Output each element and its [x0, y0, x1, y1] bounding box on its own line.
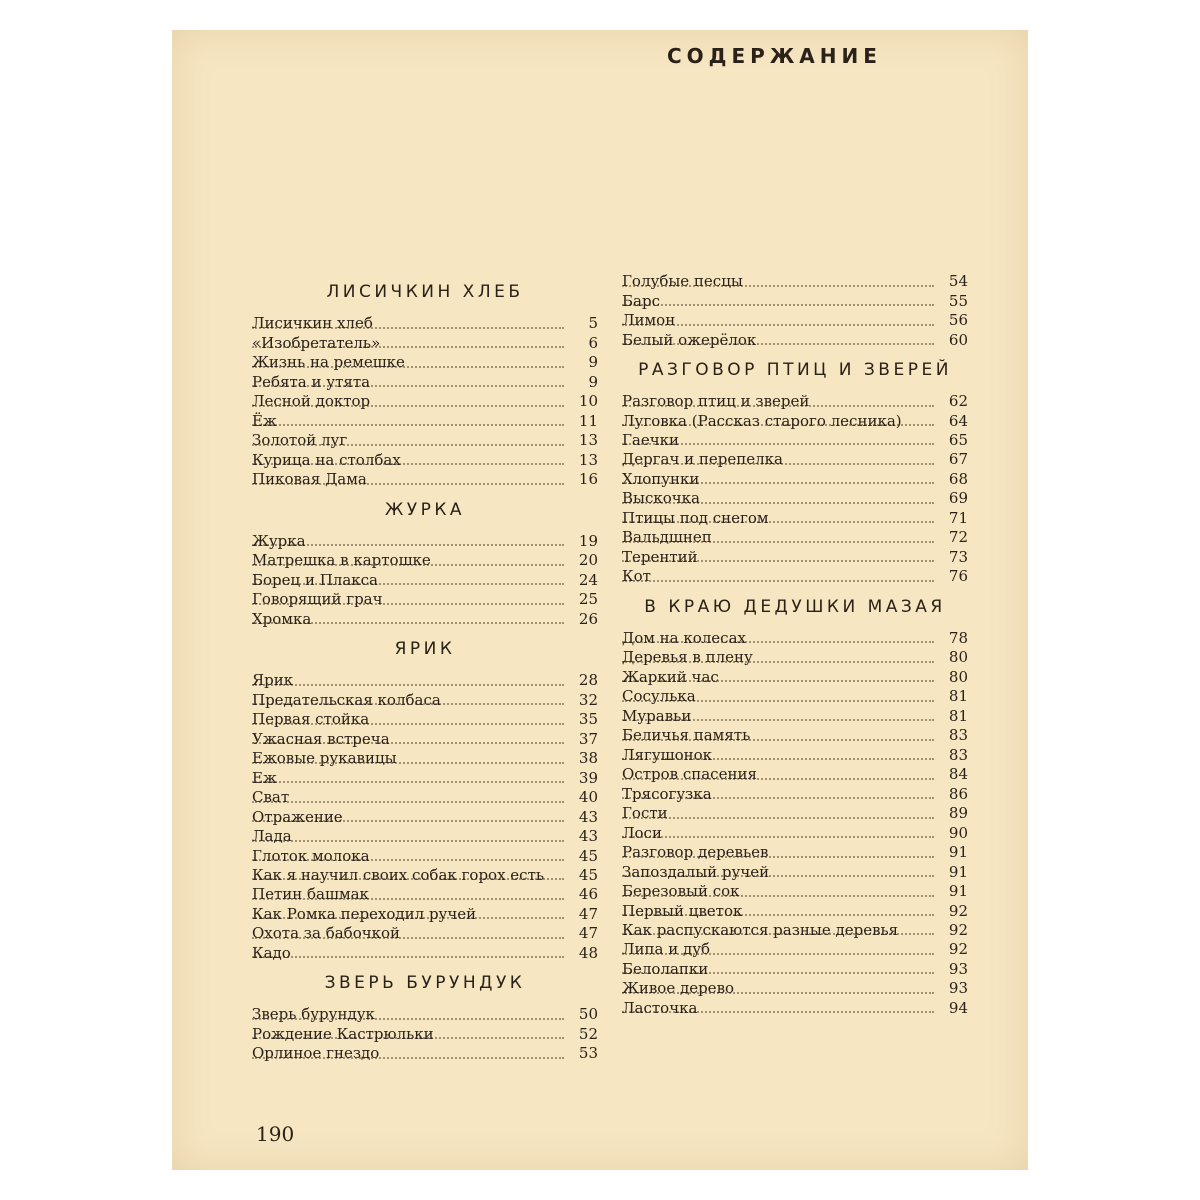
toc-entry[interactable] [252, 866, 598, 885]
toc-entry-page: 76 [948, 567, 968, 585]
toc-entry-title: Первая стойка [252, 710, 370, 728]
toc-entry-page: 46 [578, 885, 598, 903]
toc-entry-title: Охота за бабочкой [252, 924, 401, 942]
toc-entry-title: Ужасная встреча [252, 729, 390, 748]
toc-entry-page: 16 [578, 470, 598, 488]
dot-leader [622, 817, 934, 819]
toc-entry-title: Журка [252, 531, 306, 550]
toc-entry-page: 55 [948, 291, 968, 310]
toc-entry-page: 56 [948, 311, 968, 329]
toc-entry[interactable] [252, 885, 598, 905]
toc-entry-page: 89 [948, 804, 968, 822]
toc-entry[interactable] [252, 730, 598, 750]
toc-entry-title: Дергач и перепелка [622, 450, 784, 468]
page-number: 190 [256, 1122, 295, 1146]
toc-entry-page: 73 [948, 547, 968, 566]
toc-entry[interactable] [622, 921, 968, 940]
toc-entry-page: 90 [948, 823, 968, 842]
toc-entry-page: 11 [578, 411, 598, 430]
toc-entry-title: Глоток молока [252, 846, 370, 865]
toc-entry-page: 50 [578, 1005, 598, 1023]
toc-entry-page: 93 [948, 979, 968, 997]
toc-entry[interactable] [252, 847, 598, 867]
toc-entry-page: 47 [578, 904, 598, 923]
toc-entry-title: Беличья память [622, 726, 751, 744]
toc-entry-title: Разговор птиц и зверей [622, 392, 810, 410]
toc-entry[interactable] [252, 412, 598, 432]
dot-leader [252, 684, 564, 686]
toc-entry-title: Курица на столбах [252, 450, 401, 469]
dot-leader [622, 304, 934, 306]
section-heading: ЯРИК [394, 639, 456, 659]
toc-entry-page: 91 [948, 843, 968, 861]
toc-entry-title: Дом на колесах [622, 628, 746, 647]
toc-entry[interactable] [252, 571, 598, 591]
toc-entry-page: 86 [948, 784, 968, 803]
toc-entry[interactable] [622, 331, 968, 351]
toc-entry[interactable] [622, 882, 968, 902]
section-heading: ЗВЕРЬ БУРУНДУК [324, 973, 526, 993]
toc-entry-page: 72 [948, 528, 968, 546]
toc-entry[interactable] [622, 979, 968, 999]
toc-entry-page: 91 [948, 862, 968, 881]
toc-entry-title: Говорящий грач [252, 590, 383, 608]
toc-entry[interactable] [622, 746, 968, 766]
toc-entry[interactable] [622, 392, 968, 412]
toc-entry-title: Первый цветок [622, 901, 743, 920]
dot-leader [252, 956, 564, 958]
toc-entry-title: Барс [622, 291, 660, 310]
toc-entry-page: 62 [948, 392, 968, 410]
toc-entry-page: 94 [948, 998, 968, 1017]
toc-entry[interactable] [622, 470, 968, 490]
toc-entry-title: Как я научил своих собак горох есть [252, 866, 545, 884]
toc-entry[interactable] [622, 431, 968, 451]
toc-entry-title: Гости [622, 804, 668, 822]
dot-leader [622, 836, 934, 838]
toc-entry[interactable] [252, 905, 598, 925]
toc-entry-title: Еж [252, 768, 277, 787]
toc-entry-title: Ярик [252, 671, 294, 689]
toc-entry[interactable] [252, 691, 598, 711]
toc-entry[interactable] [622, 489, 968, 509]
toc-entry[interactable] [252, 749, 598, 769]
page-title: СОДЕРЖАНИЕ [667, 44, 882, 68]
toc-entry-page: 9 [588, 372, 598, 391]
toc-entry[interactable] [252, 451, 598, 471]
toc-entry[interactable] [622, 804, 968, 824]
toc-entry[interactable] [622, 412, 968, 431]
toc-entry[interactable] [252, 532, 598, 552]
toc-entry[interactable] [252, 431, 598, 451]
toc-entry-title: Белолапки [622, 959, 709, 978]
toc-entry[interactable] [622, 726, 968, 746]
toc-entry[interactable] [252, 924, 598, 944]
toc-entry-title: Луговка (Рассказ старого лесника) [622, 411, 902, 430]
toc-entry-page: 6 [588, 333, 598, 352]
toc-entry-title: Лесной доктор [252, 392, 371, 410]
toc-entry[interactable] [252, 1025, 598, 1045]
toc-entry-page: 92 [948, 901, 968, 920]
toc-entry-title: «Изобретатель» [252, 333, 381, 352]
toc-entry-title: Хромка [252, 609, 312, 628]
section-heading: ЛИСИЧКИН ХЛЕБ [326, 282, 524, 302]
toc-entry-page: 25 [578, 590, 598, 608]
toc-entry[interactable] [252, 314, 598, 334]
toc-entry[interactable] [252, 944, 598, 964]
toc-entry-title: Как Ромка переходил ручей [252, 904, 477, 923]
dot-leader [252, 781, 564, 783]
toc-entry[interactable] [252, 610, 598, 630]
toc-entry-title: Живое дерево [622, 979, 735, 997]
toc-entry-title: Сосулька [622, 687, 696, 705]
toc-entry-page: 68 [948, 469, 968, 488]
toc-entry[interactable] [622, 960, 968, 980]
section-heading: РАЗГОВОР ПТИЦ И ЗВЕРЕЙ [638, 360, 952, 380]
toc-entry-page: 45 [578, 866, 598, 884]
toc-entry-title: Ежовые рукавицы [252, 749, 397, 767]
toc-entry-page: 67 [948, 450, 968, 468]
toc-entry-page: 92 [948, 940, 968, 958]
toc-entry[interactable] [622, 785, 968, 805]
toc-entry-page: 69 [948, 489, 968, 507]
toc-entry-page: 43 [578, 827, 598, 845]
toc-entry[interactable] [622, 902, 968, 922]
toc-entry[interactable] [622, 528, 968, 548]
toc-entry[interactable] [622, 311, 968, 331]
toc-entry[interactable] [622, 668, 968, 688]
toc-entry-title: Голубые песцы [622, 272, 743, 290]
toc-entry[interactable] [252, 334, 598, 354]
toc-entry-page: 9 [588, 353, 598, 371]
toc-entry[interactable] [622, 567, 968, 587]
toc-entry-title: Золотой луг [252, 431, 348, 449]
toc-entry-page: 39 [578, 768, 598, 787]
toc-entry-title: Трясогузка [622, 784, 712, 803]
toc-entry-page: 43 [578, 807, 598, 826]
toc-entry[interactable] [622, 707, 968, 727]
toc-entry-page: 20 [578, 551, 598, 569]
toc-entry-page: 92 [948, 921, 968, 939]
toc-entry[interactable] [622, 272, 968, 292]
toc-entry-title: Муравьи [622, 706, 692, 725]
toc-entry-title: Матрешка в картошке [252, 551, 431, 569]
toc-entry-page: 47 [578, 924, 598, 942]
toc-entry-title: Ребята и утята [252, 372, 371, 391]
toc-entry-title: Зверь бурундук [252, 1005, 375, 1023]
dot-leader [622, 580, 934, 582]
toc-entry-page: 52 [578, 1024, 598, 1043]
toc-entry[interactable] [622, 940, 968, 960]
toc-entry-page: 64 [948, 411, 968, 430]
toc-entry-title: Кот [622, 567, 651, 585]
toc-entry-page: 71 [948, 508, 968, 527]
toc-entry[interactable] [622, 648, 968, 668]
toc-entry[interactable] [252, 373, 598, 393]
toc-entry-title: Хлопунки [622, 469, 700, 488]
toc-entry-page: 40 [578, 788, 598, 806]
toc-entry[interactable] [622, 509, 968, 529]
toc-entry[interactable] [252, 788, 598, 808]
toc-entry[interactable] [622, 863, 968, 883]
toc-entry-page: 32 [578, 690, 598, 709]
toc-entry[interactable] [622, 292, 968, 312]
toc-entry[interactable] [622, 548, 968, 568]
dot-leader [252, 424, 564, 426]
toc-entry-title: Разговор деревьев [622, 843, 769, 861]
toc-entry-title: Кадо [252, 943, 291, 962]
toc-entry-page: 24 [578, 570, 598, 589]
toc-entry[interactable] [252, 710, 598, 730]
toc-entry-page: 48 [578, 943, 598, 962]
toc-entry-title: Борец и Плакса [252, 570, 378, 589]
toc-entry-title: Лада [252, 827, 292, 845]
toc-entry-page: 10 [578, 392, 598, 410]
toc-entry-title: Петин башмак [252, 885, 369, 903]
toc-entry[interactable] [252, 470, 598, 490]
toc-entry-title: Лоси [622, 823, 662, 842]
toc-entry-title: Запоздалый ручей [622, 862, 770, 881]
section-heading: ЖУРКА [384, 499, 466, 520]
toc-entry-title: Вальдшнеп [622, 528, 712, 546]
toc-entry-page: 13 [578, 450, 598, 469]
toc-entry-title: Деревья в плену [622, 648, 753, 666]
toc-right-column [622, 272, 968, 1018]
toc-entry-page: 28 [578, 671, 598, 689]
toc-entry-page: 83 [948, 726, 968, 744]
toc-entry-title: Отражение [252, 807, 343, 826]
toc-entry-title: Жаркий час [622, 667, 719, 686]
toc-entry-title: Гаечки [622, 430, 680, 449]
toc-entry[interactable] [252, 1044, 598, 1064]
toc-entry[interactable] [252, 353, 598, 373]
toc-entry-page: 13 [578, 431, 598, 449]
toc-entry-page: 19 [578, 531, 598, 550]
toc-entry-title: Рождение Кастрюльки [252, 1024, 434, 1043]
toc-entry-title: Липа и дуб [622, 940, 711, 958]
section-heading: В КРАЮ ДЕДУШКИ МАЗАЯ [644, 596, 946, 617]
toc-entry-title: Выскочка [622, 489, 701, 507]
dot-leader [252, 801, 564, 803]
toc-entry-page: 91 [948, 882, 968, 900]
toc-entry[interactable] [622, 687, 968, 707]
toc-entry[interactable] [252, 808, 598, 828]
toc-entry-page: 81 [948, 687, 968, 705]
toc-entry-page: 53 [578, 1044, 598, 1062]
toc-entry-page: 81 [948, 706, 968, 725]
toc-entry-title: Ёж [252, 411, 277, 430]
toc-entry-page: 78 [948, 628, 968, 647]
toc-entry[interactable] [622, 450, 968, 470]
toc-entry[interactable] [252, 769, 598, 789]
toc-entry-page: 83 [948, 745, 968, 764]
toc-entry-title: Птицы под снегом [622, 508, 769, 527]
toc-entry-page: 45 [578, 846, 598, 865]
toc-entry-title: Орлиное гнездо [252, 1044, 380, 1062]
toc-entry[interactable] [622, 843, 968, 863]
toc-entry[interactable] [622, 824, 968, 844]
toc-entry[interactable] [252, 551, 598, 571]
toc-entry-title: Сват [252, 788, 290, 806]
toc-entry-title: Жизнь на ремешке [252, 353, 405, 371]
toc-entry[interactable] [622, 765, 968, 785]
toc-entry-title: Белый ожерёлок [622, 330, 757, 349]
toc-entry[interactable] [252, 671, 598, 691]
toc-entry-title: Остров спасения [622, 765, 757, 783]
toc-entry-title: Березовый сок [622, 882, 740, 900]
toc-entry-title: Лимон [622, 311, 676, 329]
toc-entry-page: 84 [948, 765, 968, 783]
toc-entry-page: 54 [948, 272, 968, 290]
toc-entry-title: Лисичкин хлеб [252, 314, 373, 332]
toc-entry-page: 80 [948, 667, 968, 686]
toc-entry-page: 80 [948, 648, 968, 666]
toc-entry[interactable] [252, 392, 598, 412]
toc-entry[interactable] [622, 999, 968, 1019]
toc-left-column [252, 282, 598, 1064]
toc-entry-page: 60 [948, 330, 968, 349]
toc-entry-title: Предательская колбаса [252, 690, 441, 709]
toc-entry-page: 5 [588, 314, 598, 332]
toc-entry[interactable] [252, 1005, 598, 1025]
toc-entry-title: Как распускаются разные деревья [622, 921, 899, 939]
toc-entry-title: Ласточка [622, 998, 698, 1017]
toc-entry-page: 38 [578, 749, 598, 767]
toc-entry-page: 93 [948, 959, 968, 978]
toc-entry-title: Лягушонок [622, 745, 713, 764]
toc-entry-page: 37 [578, 729, 598, 748]
toc-entry-page: 26 [578, 609, 598, 628]
toc-entry[interactable] [252, 590, 598, 610]
toc-entry-title: Пиковая Дама [252, 470, 367, 488]
toc-entry-page: 65 [948, 430, 968, 449]
toc-entry[interactable] [252, 827, 598, 847]
toc-entry-page: 35 [578, 710, 598, 728]
book-page [172, 30, 1028, 1170]
dot-leader [252, 840, 564, 842]
toc-entry[interactable] [622, 629, 968, 649]
toc-entry-title: Терентий [622, 547, 698, 566]
